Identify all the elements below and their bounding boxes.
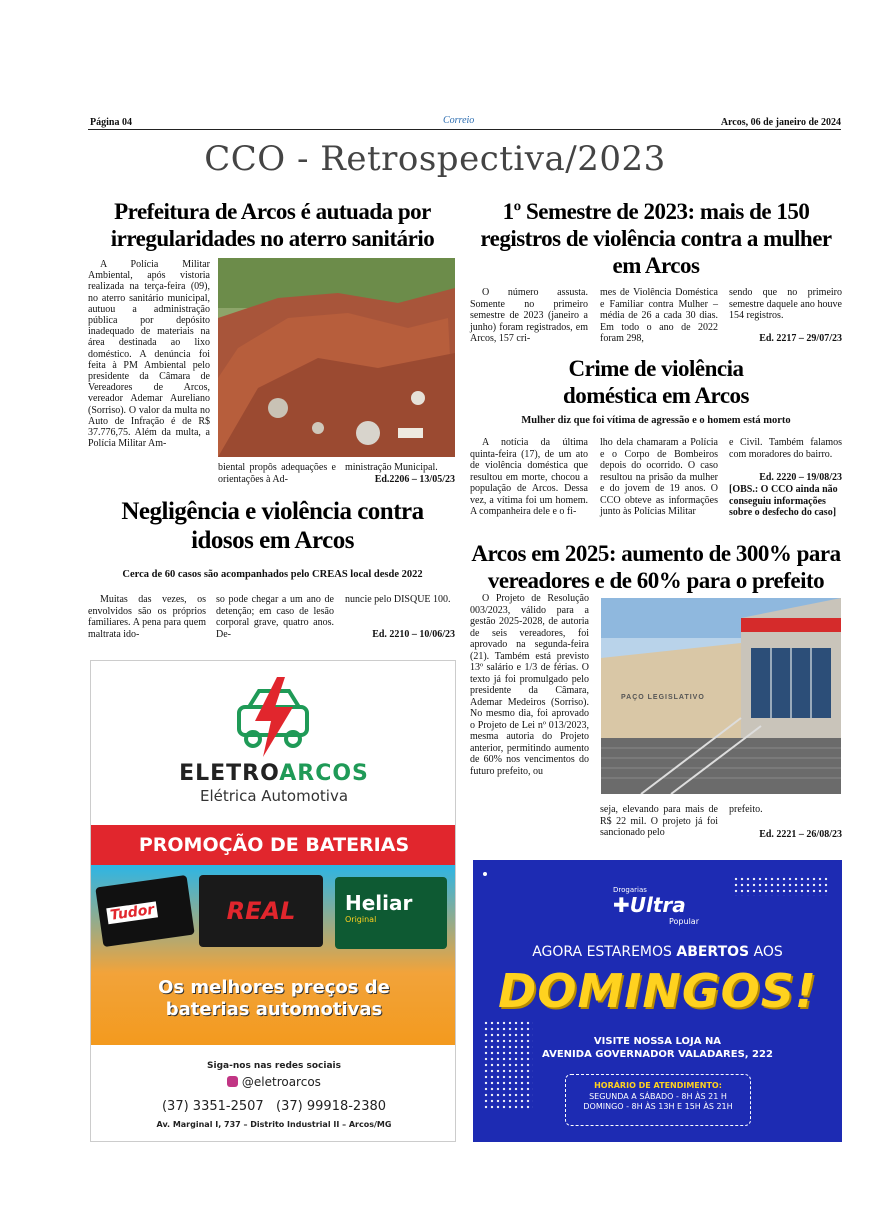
page-title: CCO - Retrospectiva/2023 <box>204 139 666 179</box>
article4-note: [OBS.: O CCO ainda não conseguiu informações sobre o desfecho do caso] <box>729 484 838 518</box>
article5-edition: Ed. 2221 – 26/08/23 <box>759 829 842 840</box>
plus-icon: ✚ <box>613 893 630 917</box>
article5-headline: Arcos em 2025: aumento de 300% para vereadores e de 60% para o prefeito <box>471 541 841 593</box>
visit-line1: VISITE NOSSA LOJA NA <box>593 1036 722 1047</box>
battery-tudor <box>95 875 194 947</box>
article2-col1: Muitas das vezes, os envolvidos são os próprios familiares. A pena para quem maltrata ido- <box>88 594 206 640</box>
store-address: Av. Marginal I, 737 – Distrito Industrial II – Arcos/MG <box>156 1120 392 1129</box>
article4-headline: Crime de violência doméstica em Arcos <box>562 356 750 408</box>
open-line <box>473 944 842 960</box>
car-lightning-icon <box>233 677 313 757</box>
article1-headline: Prefeitura de Arcos é autuada por irregularidades no aterro sanitário <box>110 199 435 251</box>
header-rule <box>88 129 841 130</box>
article1-col2: biental propôs adequações e orientações à Ad- <box>218 462 336 485</box>
newspaper-logo: Correio <box>443 115 475 126</box>
open-line-c: AOS <box>749 944 783 960</box>
hours-sunday: DOMINGO - 8H ÀS 13H E 15H ÀS 21H <box>583 1102 733 1111</box>
slogan-line2: baterias automotivas <box>165 999 383 1020</box>
instagram-line[interactable] <box>91 1075 456 1089</box>
battery-heliar-sub: Original <box>345 915 377 924</box>
article2-headline: Negligência e violência contra idosos em Arcos <box>121 498 424 554</box>
promo-banner: PROMOÇÃO DE BATERIAS <box>91 825 456 865</box>
article5-col1: O Projeto de Resolução 003/2023, válido para a gestão 2025-2028, de autoria de seis vereadores, foi aprovado na segunda-feira (21). Também está previsto 13º salário e 1/3 de férias. O texto já foi promulgado pelo presidente da Câmara, Ademar Medeiros (Sorriso). No mesmo dia, foi aprovado o Projeto de Lei nº 013/2023, mesma autoria do Projeto anterior, permitindo aumento de 60% nos vencimentos do futuro prefeito, ou <box>470 593 589 777</box>
article3-col1: O número assusta. Somente no primeiro semestre de 2023 (janeiro a junho) foram registrados, em Arcos, 157 cri- <box>470 287 588 344</box>
open-line-b: ABERTOS <box>676 944 750 960</box>
eletroarcos-logo <box>91 761 456 786</box>
article4-col2: lho dela chamaram a Polícia e o Corpo de Bombeiros depois do ocorrido. O caso resultou na prisão da mulher e do jovem de 19 anos. O CCO obteve as informações junto às Polícias Militar <box>600 437 718 517</box>
article3-col3: sendo que no primeiro semestre daquele ano houve 154 registros. <box>729 287 842 321</box>
article1-edition: Ed.2206 – 13/05/23 <box>374 474 455 485</box>
page-number: Página 04 <box>90 117 132 128</box>
visit-line2: AVENIDA GOVERNADOR VALADARES, 222 <box>542 1049 773 1060</box>
landfill-photo <box>218 258 455 457</box>
article3-headline: 1º Semestre de 2023: mais de 150 registros de violência contra a mulher em Arcos <box>480 199 832 278</box>
article4-subhead: Mulher diz que foi vítima de agressão e o homem está morto <box>521 415 791 426</box>
dot-pattern-left <box>483 1020 533 1110</box>
article3-edition: Ed. 2217 – 29/07/23 <box>759 333 842 344</box>
article2-col2: so pode chegar a um ano de detenção; em caso de lesão corporal grave, quatro anos. De- <box>216 594 334 640</box>
battery-real-label: REAL <box>226 897 296 925</box>
phone-numbers[interactable]: (37) 3351-2507 (37) 99918-2380 <box>161 1099 387 1114</box>
instagram-handle: @eletroarcos <box>241 1075 321 1089</box>
ultra-popular-ad[interactable] <box>473 860 842 1142</box>
building-sign: PAÇO LEGISLATIVO <box>621 694 705 701</box>
battery-real <box>199 875 323 947</box>
brand-arcos: ARCOS <box>279 761 369 786</box>
slogan-line1: Os melhores preços de <box>158 977 390 998</box>
article5-col3: prefeito. <box>729 804 763 815</box>
social-label: Siga-nos nas redes sociais <box>207 1061 341 1071</box>
article1-col1: A Polícia Militar Ambiental, após vistoria realizada na terça-feira (09), no aterro sanitário municipal, autuou a administração pública por depósito inadequado de materiais na área destinada ao lixo doméstico. A denúncia foi feita à PM Ambiental pelo presidente da Câmara de Vereadores de Arcos, vereador Ademar Aureliano (Sorriso). O valor da multa no Auto de Infração é de R$ 37.776,75. Além da multa, a Polícia Militar Am- <box>88 259 210 450</box>
legislative-building-photo <box>601 598 841 794</box>
corner-dot <box>483 872 487 876</box>
battery-slogan <box>91 977 456 1021</box>
brand-eletro: ELETRO <box>179 761 280 786</box>
sundays-headline: DOMINGOS! <box>498 964 817 1018</box>
article3-col2: mes de Violência Doméstica e Familiar contra Mulher – média de 26 a cada 30 dias. Em todo o ano de 2022 foram 298, <box>600 287 718 344</box>
brand-top: Drogarias <box>613 886 647 894</box>
article4-edition: Ed. 2220 – 19/08/23 <box>759 472 842 483</box>
battery-tudor-label: Tudor <box>106 901 158 924</box>
hours-weekdays: SEGUNDA A SÁBADO - 8H ÀS 21 H <box>589 1092 727 1101</box>
instagram-icon <box>227 1076 238 1087</box>
battery-heliar-label: Heliar <box>345 891 413 915</box>
article2-col3: nuncie pelo DISQUE 100. <box>345 594 451 605</box>
article1-col3: ministração Municipal. <box>345 462 438 473</box>
hours-box <box>565 1074 751 1126</box>
page-date: Arcos, 06 de janeiro de 2024 <box>720 117 841 128</box>
battery-heliar <box>335 877 447 949</box>
article2-subhead: Cerca de 60 casos são acompanhados pelo CREAS local desde 2022 <box>122 569 423 580</box>
eletroarcos-ad[interactable] <box>90 660 456 1142</box>
article4-col1: A notícia da última quinta-feira (17), de um ato de violência doméstica que resultou em morte, chocou a população de Arcos. Dessa vez, a vítima foi um homem. A companheira dele e o fi- <box>470 437 588 517</box>
hours-title: HORÁRIO DE ATENDIMENTO: <box>594 1081 722 1090</box>
article2-edition: Ed. 2210 – 10/06/23 <box>372 629 455 640</box>
article5-col2: seja, elevando para mais de R$ 22 mil. O projeto já foi sancionado pelo <box>600 804 718 838</box>
ultra-logo <box>613 893 686 917</box>
open-line-a: AGORA ESTAREMOS <box>532 944 677 960</box>
eletroarcos-tagline: Elétrica Automotiva <box>199 787 349 805</box>
brand-name: Ultra <box>629 893 686 917</box>
battery-showcase <box>91 865 456 1045</box>
article4-col3: e Civil. Também falamos com moradores do bairro. <box>729 437 842 460</box>
dot-pattern-top <box>733 876 829 896</box>
brand-bottom: Popular <box>669 917 699 926</box>
